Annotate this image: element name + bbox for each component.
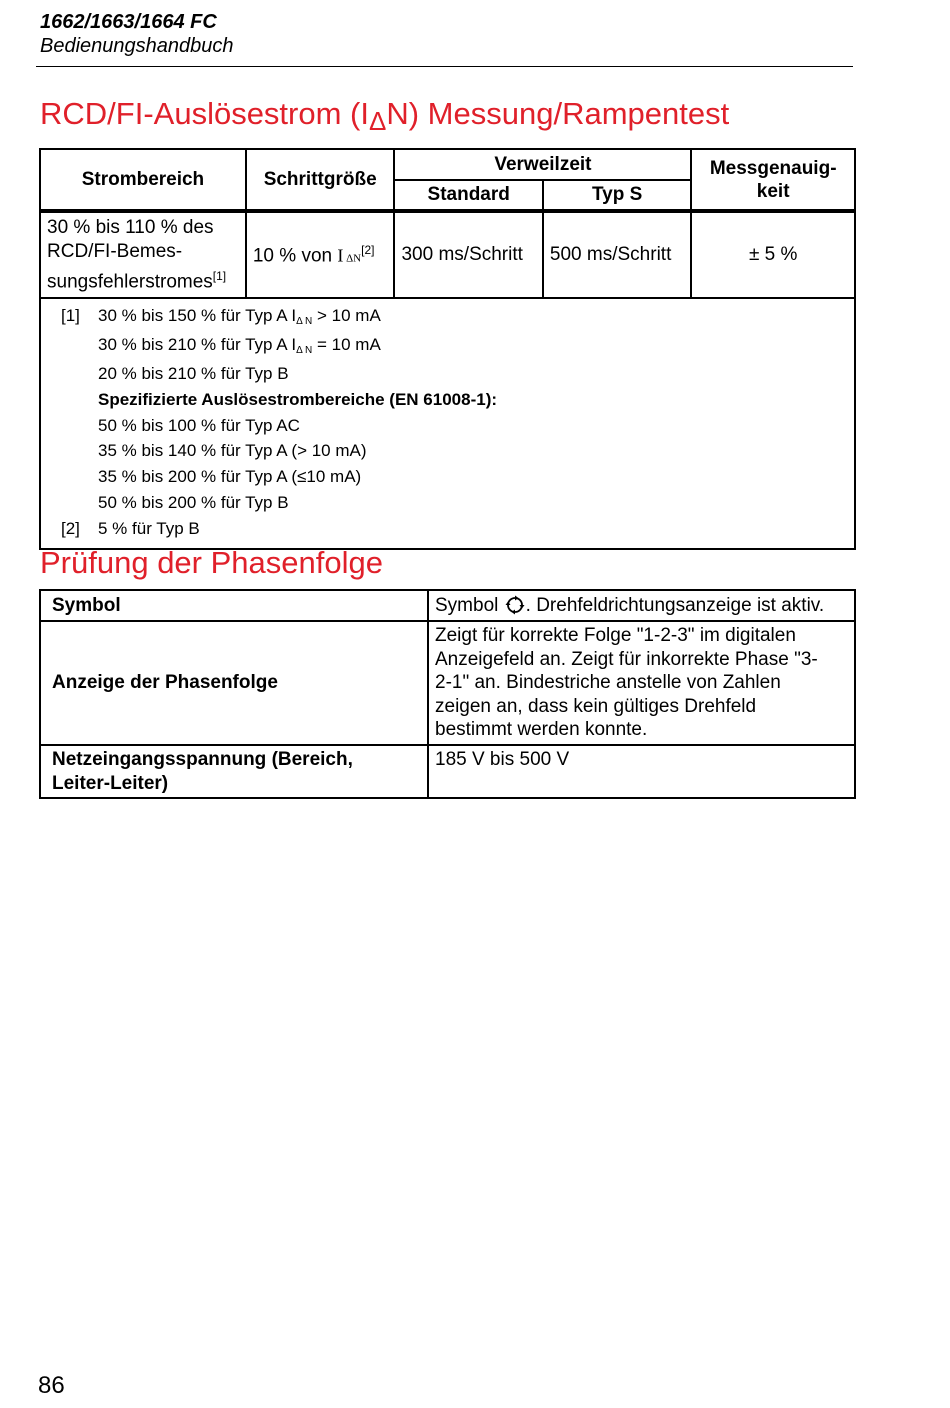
title-part: N) Messung/Rampentest — [386, 96, 730, 131]
footnote-ref: [1] — [212, 269, 227, 283]
delta-n-subscript: Δ N — [296, 345, 313, 357]
footnote-text: 35 % bis 140 % für Typ A (> 10 mA) — [98, 441, 367, 461]
range-text: sungsfehlerstromes — [47, 271, 213, 293]
i-symbol: I — [337, 245, 344, 266]
header-rule — [36, 66, 853, 67]
label-text: Leiter-Leiter) — [52, 772, 169, 794]
value-symbol — [428, 590, 855, 621]
footnote-text: 30 % bis 150 % für Typ A I — [98, 306, 297, 326]
footnote-line — [61, 464, 848, 490]
value-phase-display — [428, 621, 855, 745]
rcd-spec-table — [39, 148, 856, 550]
display-text: zeigen an, dass kein gültiges Drehfeld — [435, 695, 757, 717]
footnote-tag: [1] — [61, 306, 80, 326]
delta-n-subscript: ΔN — [343, 252, 362, 265]
footnote-text: Spezifizierte Auslösestrombereiche (EN 61008-1): — [98, 389, 498, 409]
symbol-text: . Drehfeldrichtungsanzeige ist aktiv. — [525, 594, 825, 616]
value-input-voltage: 185 V bis 500 V — [428, 745, 855, 798]
header-schrittgroesse: Schrittgröße — [246, 149, 395, 211]
symbol-text: Symbol — [435, 594, 504, 616]
display-text: 2-1" an. Bindestriche anstelle von Zahlen — [435, 672, 781, 693]
label-symbol: Symbol — [40, 590, 428, 621]
label-input-voltage — [40, 745, 428, 798]
display-text: bestimmt werden konnte. — [435, 719, 648, 740]
footnote-line — [61, 490, 848, 516]
header-typ-s: Typ S — [543, 180, 691, 211]
cell-standard: 300 ms/Schritt — [394, 211, 542, 298]
phase-sequence-table — [39, 589, 856, 799]
footnote-line — [61, 516, 848, 542]
header-standard: Standard — [394, 180, 542, 211]
delta-n-subscript: Δ N — [296, 316, 313, 328]
footnotes — [40, 298, 855, 548]
header-strombereich: Strombereich — [40, 149, 246, 211]
footnote-text: 50 % bis 200 % für Typ B — [98, 492, 289, 512]
footnote-text: 50 % bis 100 % für Typ AC — [98, 415, 300, 435]
footnote-text: 5 % für Typ B — [98, 518, 200, 538]
page-number: 86 — [38, 1372, 65, 1399]
cell-step-size — [246, 211, 395, 298]
footnote-line — [61, 303, 848, 332]
header-text: keit — [756, 180, 790, 202]
title-part: RCD/FI-Auslösestrom (I — [40, 96, 369, 131]
footnote-line — [61, 438, 848, 464]
range-text: 30 % bis 110 % des — [47, 217, 214, 238]
footnote-text: 35 % bis 200 % für Typ A (≤10 mA) — [98, 467, 362, 487]
footnote-text: 30 % bis 210 % für Typ A I — [98, 335, 297, 355]
step-text: 10 % von — [252, 245, 338, 267]
header-messgenauigkeit — [691, 149, 855, 211]
display-text: Anzeigefeld an. Zeigt für inkorrekte Phase "3- — [435, 648, 818, 670]
section-title-rcd — [40, 96, 730, 136]
label-phase-display: Anzeige der Phasenfolge — [40, 621, 428, 745]
model-name: 1662/1663/1664 FC — [40, 11, 217, 33]
footnote-tag: [2] — [61, 518, 80, 538]
cell-accuracy: ± 5 % — [691, 211, 855, 298]
section-title-phase: Prüfung der Phasenfolge — [40, 545, 383, 580]
footnote-line — [61, 387, 848, 413]
footnote-text: = 10 mA — [312, 335, 381, 355]
header-verweilzeit: Verweilzeit — [394, 149, 691, 180]
footnote-line — [61, 413, 848, 439]
cell-range — [40, 211, 246, 298]
page-header — [40, 10, 853, 58]
rotation-arrows-icon — [504, 595, 526, 615]
footnote-text: > 10 mA — [312, 306, 381, 326]
footnote-line — [61, 332, 848, 361]
display-text: Zeigt für korrekte Folge "1-2-3" im digitalen — [435, 625, 796, 646]
header-text: Messgenauig- — [709, 157, 837, 179]
cell-typ-s: 500 ms/Schritt — [543, 211, 691, 298]
footnote-line — [61, 361, 848, 387]
range-text: RCD/FI-Bemes- — [47, 241, 183, 262]
manual-title: Bedienungshandbuch — [40, 35, 234, 57]
footnote-ref: [2] — [361, 243, 375, 257]
delta-symbol: Δ — [368, 106, 387, 136]
label-text: Netzeingangsspannung (Bereich, — [52, 749, 353, 770]
footnote-text: 20 % bis 210 % für Typ B — [98, 363, 289, 383]
